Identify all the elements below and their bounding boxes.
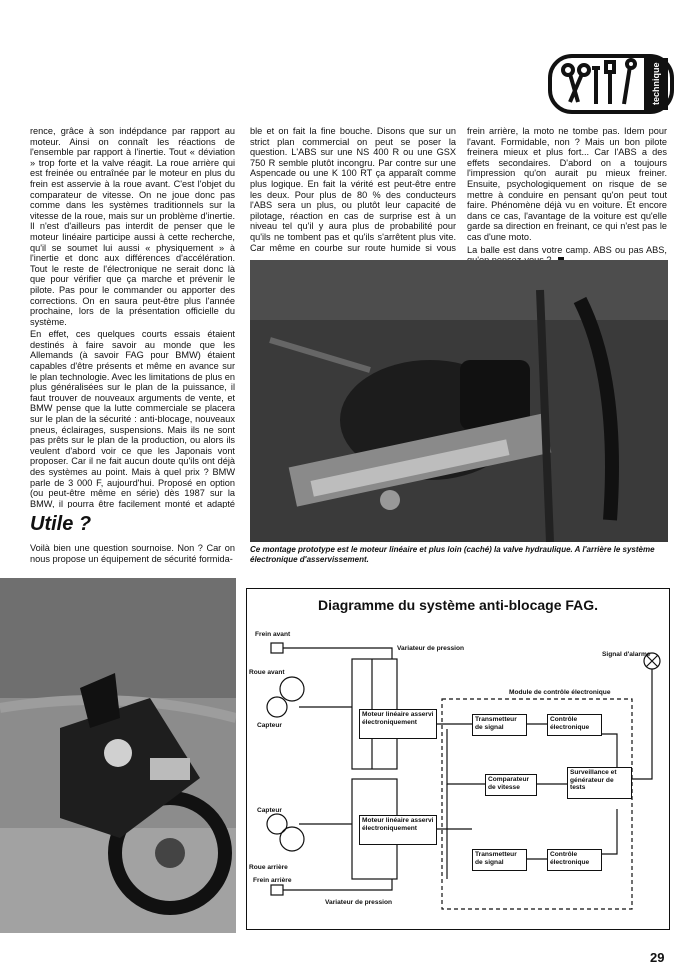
article-column-1-continued: Voilà bien une question sournoise. Non ? Car on nous propose un équipement de sécurité formida-: [30, 543, 235, 564]
box-controle-bas: Contrôle électronique: [547, 849, 602, 871]
label-capteur-haut: Capteur: [257, 722, 282, 729]
label-roue-avant: Roue avant: [249, 669, 285, 676]
box-comparateur: Comparateur de vitesse: [485, 774, 537, 796]
article-column-2: ble et on fait la fine bouche. Disons que sur un strict plan commercial on peut se poser la question. L'ABS sur une NS 400 R ou une GSX 750 R semble plutôt incongru. Par contre sur une Aspencade ou une K 100 RT ça apparaît comme plus logique. En fait la vérité est peut-être entre les deux. Pour plus de 80 % des conducteurs l'ABS sera un plus, ou plutôt leur capacité de pilotage, réaction en cas de surprise est à un niveau tel qu'il y aura plus de probabilité pour qu'ils ne tombent pas et qu'ils s'arrêtent plus vite. Car même en courbe sur route humide si vous: [250, 126, 456, 253]
paragraph: En effet, ces quelques courts essais étaient destinés à faire savoir au monde que les Allemands (à savoir FAG pour BMW) étaient capables d'être présents et même en avance sur le plan technologie. Avec les limitations de plus en plus généralisées sur le plan de la puissance, il faut trouver de nouveaux arguments de vente, et BMW pense que la lutte commerciale se placera sur le plan de la sécurité : anti-blocage, nouveaux pneus, éclairages, suspensions. Mais ils ne sont pas prêts sur le plan de la production, ou alors ils veulent d'abord voir ce que les Japonais vont proposer. Car il ne fait aucun doute qu'ils ont déjà des systèmes au point. Mais à quel prix ? BMW parle de 3 000 F, aujourd'hui. Proposé en option (ou peut-être même en série) dès 1987 sur la BMW, il pourra être facilement monté et adapté: [30, 329, 235, 508]
label-variateur-haut: Variateur de pression: [397, 645, 465, 652]
label-frein-avant: Frein avant: [255, 631, 291, 638]
abs-diagram: [246, 588, 670, 930]
label-signal-alarme: Signal d'alarme: [602, 651, 651, 658]
section-heading: Utile ?: [30, 513, 92, 535]
abs-prototype-photo: [250, 260, 668, 542]
box-moteur-bas: Moteur linéaire asservi électroniquement: [359, 815, 437, 845]
box-transmetteur-haut: Transmetteur de signal: [472, 714, 527, 736]
label-capteur-bas: Capteur: [257, 807, 282, 814]
diagram-title: Diagramme du système anti-blocage FAG.: [317, 597, 599, 613]
box-moteur-haut: Moteur linéaire asservi électroniquement: [359, 709, 437, 739]
box-surveillance: Surveillance et générateur de tests: [567, 767, 632, 799]
technique-badge: [548, 52, 676, 116]
box-controle-haut: Contrôle électronique: [547, 714, 602, 736]
label-variateur-bas: Variateur de pression: [325, 899, 393, 906]
badge-label: technique: [651, 62, 661, 106]
article-column-1: [30, 126, 235, 508]
page-number: 29: [650, 950, 665, 965]
motorcycle-photo: [0, 578, 236, 933]
article-column-3: [467, 126, 667, 268]
box-transmetteur-bas: Transmetteur de signal: [472, 849, 527, 871]
label-frein-arriere: Frein arrière: [253, 877, 292, 884]
diagram-lines: [247, 589, 669, 929]
photo-caption: Ce montage prototype est le moteur linéaire et plus loin (caché) la valve hydraulique. A l'arrière le système électronique d'asservissement.: [250, 545, 655, 564]
paragraph: rence, grâce à son indépdance par rapport au moteur. Ainsi on connaît les réactions de l'ensemble par rapport à l'inertie. Tout « déviation » trop forte et la valve réagit. La roue arrière qui est freinée ou entraînée par le moteur en plus du frein est asservie à la roue avant. C'est l'objet du comparateur de vitesse. On ne joue donc pas comme dans les systèmes traditionnels sur la vitesse de la roue, mais sur un problème d'inertie. Il n'est d'ailleurs pas interdit de penser que le moteur linéaire participe aussi à cette recherche, qu'il se soumet lui aussi « physiquement » à l'inertie et donc aux différences d'accélération. Tout le reste de l'électronique ne serait donc là que pour vérifier que ça marche et prévenir le pilote. Pas pour le commander ou apporter des corrections. On en saura peut-être plus l'année prochaine, lors de la présentation officielle du système.: [30, 126, 235, 327]
label-roue-arriere: Roue arrière: [249, 864, 288, 871]
paragraph: frein arrière, la moto ne tombe pas. Idem pour l'avant. Formidable, non ? Mais un bon pilote freinera mieux et plus fort... Car l'ABS a des effets secondaires. D'abord on a toujours l'impression qu'on aurait pu mieux freiner. Ensuite, psychologiquement on risque de se mettre à conduire en pensant qu'on peut tout faire. Phénomène déjà vu en voiture. Et encore dans ce cas, l'avantage de la voiture est qu'elle garde sa direction en freinant, ce qui n'est pas le cas d'une moto.: [467, 126, 667, 242]
label-module: Module de contrôle électronique: [509, 689, 611, 696]
closing-line: La balle est dans votre camp. ABS ou pas ABS,: [467, 244, 667, 255]
